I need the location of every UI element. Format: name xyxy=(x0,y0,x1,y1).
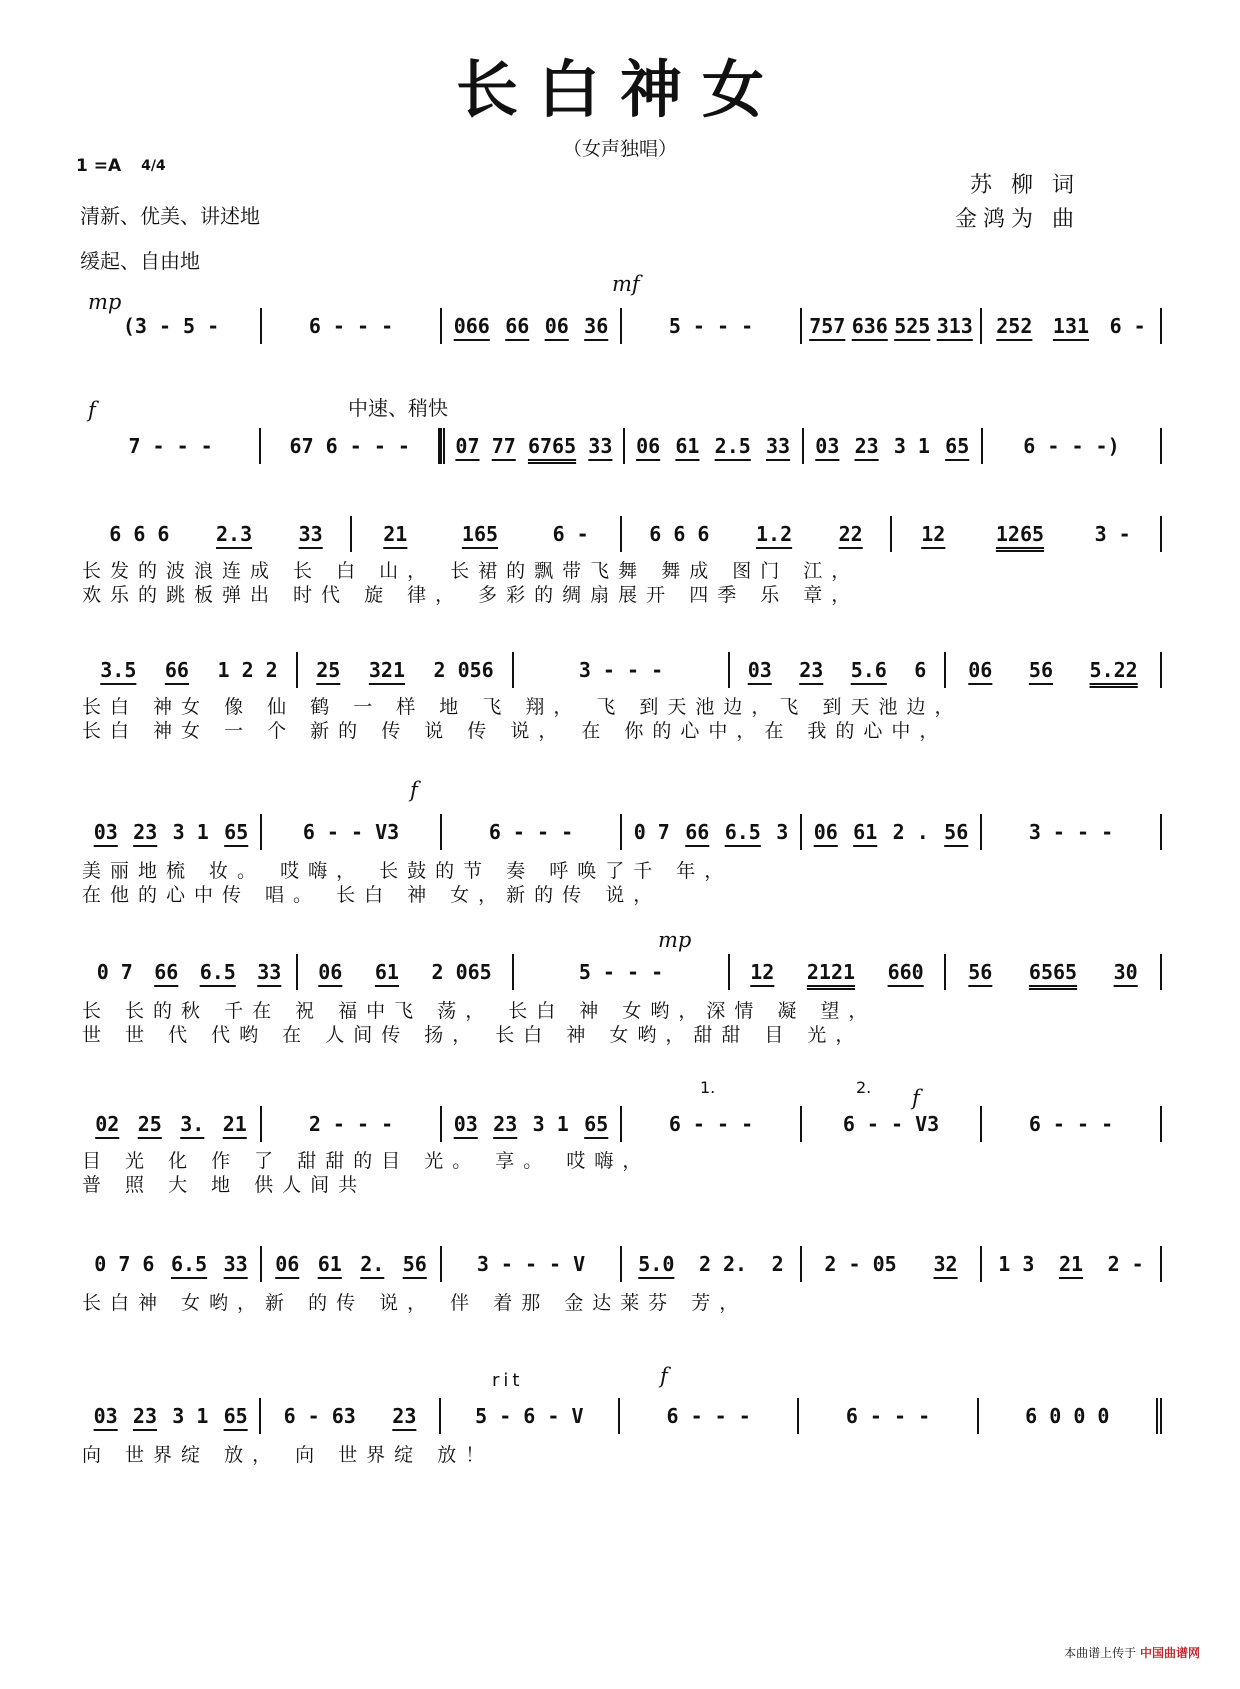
dynamic-mp-2: mp xyxy=(658,928,692,952)
measure xyxy=(983,428,1162,464)
measure xyxy=(82,814,262,850)
note-group: 6 - - V3 xyxy=(842,1112,940,1136)
note-group: 2. xyxy=(360,1252,385,1276)
measure xyxy=(979,1398,1162,1434)
measure xyxy=(261,1398,440,1434)
note-group: 6 - 63 xyxy=(283,1404,356,1428)
note-group: 2.3 xyxy=(215,522,253,546)
lyric-line: 长 长的秋 千在 祝 福中飞 荡， 长白 神 女哟，深情 凝 望， xyxy=(82,1000,877,1022)
note-group: 5 - - - xyxy=(668,314,754,338)
measure xyxy=(730,652,946,688)
note-group: 03 xyxy=(93,1404,118,1428)
system-5 xyxy=(82,814,1162,850)
measure xyxy=(82,428,261,464)
dynamic-mf: mf xyxy=(612,272,640,296)
note-group: 2 . xyxy=(892,820,929,844)
footer-text: 本曲谱上传于 xyxy=(1064,1646,1137,1660)
measure xyxy=(442,1246,622,1282)
note-group: 25 xyxy=(316,658,341,682)
system-8 xyxy=(82,1246,1162,1282)
note-group: 0 7 6 xyxy=(94,1252,155,1276)
key-signature xyxy=(76,156,166,176)
note-group: 21 xyxy=(1058,1252,1084,1276)
note-group: 6 - - - xyxy=(845,1404,931,1428)
lyricist-credit: 苏 柳 词 xyxy=(970,173,1080,198)
expression-mark: 清新、优美、讲述地 xyxy=(80,204,260,228)
measure xyxy=(352,516,622,552)
note-group: 06 xyxy=(968,658,993,682)
note-group: 636 xyxy=(851,314,888,338)
note-group: 06 xyxy=(544,314,569,338)
note-group: 61 xyxy=(374,960,399,984)
note-group: 321 xyxy=(368,658,405,682)
measure xyxy=(442,308,622,344)
note-group: 65 xyxy=(584,1112,609,1136)
measure xyxy=(82,1106,262,1142)
note-group: 6.5 xyxy=(199,960,236,984)
measure xyxy=(625,428,804,464)
dynamic-mp: mp xyxy=(88,290,122,314)
system-2 xyxy=(82,428,1162,464)
lyric-line: 长白 神女 像 仙 鹤 一 样 地 飞 翔， 飞 到天池边，飞 到天池边， xyxy=(82,696,963,718)
measure xyxy=(440,428,624,464)
measure xyxy=(262,1106,442,1142)
dynamic-f-2: f xyxy=(410,778,418,802)
note-group: 2 - xyxy=(1107,1252,1144,1276)
measure xyxy=(802,1106,982,1142)
note-group: 06 xyxy=(275,1252,300,1276)
note-group: 6 - - - xyxy=(1028,1112,1114,1136)
measure xyxy=(982,308,1162,344)
measure xyxy=(261,428,440,464)
measure xyxy=(802,1246,982,1282)
note-group: 65 xyxy=(224,820,249,844)
note-group: 23 xyxy=(799,658,824,682)
note-group: 066 xyxy=(453,314,490,338)
note-group: 32 xyxy=(933,1252,958,1276)
measure xyxy=(622,516,892,552)
note-group: 1265 xyxy=(995,522,1045,546)
note-group: 6 - - - xyxy=(666,1404,751,1428)
note-group: 07 xyxy=(455,434,480,458)
note-group: 0 7 xyxy=(96,960,133,984)
note-group: 33 xyxy=(765,434,791,458)
note-group: 525 xyxy=(894,314,931,338)
lyric-line: 长白神 女哟，新 的传 说， 伴 着那 金达莱芬 芳， xyxy=(82,1292,748,1314)
measure xyxy=(514,954,730,990)
note-group: 61 xyxy=(853,820,878,844)
measure xyxy=(262,308,442,344)
measure xyxy=(802,308,982,344)
note-group: 3. xyxy=(180,1112,205,1136)
note-group: 131 xyxy=(1052,314,1090,338)
note-group: 23 xyxy=(133,820,158,844)
measure xyxy=(892,516,1162,552)
note-group: 23 xyxy=(493,1112,518,1136)
measure xyxy=(82,1246,262,1282)
intro-tempo-mark: 缓起、自由地 xyxy=(80,249,200,273)
note-group: 30 xyxy=(1113,960,1138,984)
note-group: 66 xyxy=(164,658,189,682)
note-group: 56 xyxy=(944,820,969,844)
measure xyxy=(982,1246,1162,1282)
note-group: 1 2 2 xyxy=(217,658,278,682)
note-group: 2 2. xyxy=(698,1252,748,1276)
note-group: 33 xyxy=(257,960,282,984)
note-group: 6.5 xyxy=(724,820,761,844)
note-group: 56 xyxy=(1028,658,1053,682)
note-group: 23 xyxy=(392,1404,417,1428)
note-group: 33 xyxy=(588,434,613,458)
note-group: 6 xyxy=(914,658,927,682)
note-group: 3 1 xyxy=(532,1112,569,1136)
system-6 xyxy=(82,954,1162,990)
system-1 xyxy=(82,308,1162,344)
composer-credit: 金鸿为 曲 xyxy=(955,207,1080,232)
note-group: 3.5 xyxy=(100,658,137,682)
note-group: 61 xyxy=(317,1252,342,1276)
measure xyxy=(298,652,514,688)
note-group: 6 - - - xyxy=(668,1112,754,1136)
key-text: 1 =A xyxy=(76,156,122,176)
note-group: 2 065 xyxy=(431,960,492,984)
measure xyxy=(298,954,514,990)
note-group: 1.2 xyxy=(755,522,793,546)
note-group: 21 xyxy=(383,522,408,546)
note-group: 33 xyxy=(223,1252,248,1276)
lyric-line: 世 世 代 代哟 在 人间传 扬， 长白 神 女哟，甜甜 目 光， xyxy=(82,1024,864,1046)
note-group: 21 xyxy=(222,1112,247,1136)
system-9 xyxy=(82,1398,1162,1434)
note-group: 2 - 05 xyxy=(824,1252,897,1276)
note-group: 2121 xyxy=(806,960,856,984)
note-group: 12 xyxy=(921,522,946,546)
note-group: 3 1 xyxy=(172,1404,209,1428)
measure xyxy=(730,954,946,990)
note-group: 66 xyxy=(505,314,530,338)
footer-site-logo: 中国曲谱网 xyxy=(1139,1646,1200,1660)
measure xyxy=(620,1398,799,1434)
volta-second: 2. xyxy=(856,1078,872,1097)
note-group: 3 1 xyxy=(172,820,209,844)
rit-mark: rit xyxy=(492,1370,524,1391)
measure xyxy=(82,516,352,552)
dynamic-f-1: f xyxy=(88,398,96,422)
note-group: 77 xyxy=(491,434,516,458)
note-group: 165 xyxy=(461,522,499,546)
note-group: 56 xyxy=(402,1252,427,1276)
note-group: 2 xyxy=(771,1252,784,1276)
volta-first: 1. xyxy=(700,1078,716,1097)
note-group: 65 xyxy=(945,434,970,458)
note-group: 06 xyxy=(813,820,838,844)
note-group: 22 xyxy=(838,522,863,546)
note-group: 03 xyxy=(815,434,840,458)
measure xyxy=(622,1246,802,1282)
tempo-mark: 中速、稍快 xyxy=(348,396,448,420)
note-group: 2.5 xyxy=(714,434,751,458)
note-group: 65 xyxy=(223,1404,248,1428)
measure xyxy=(802,814,982,850)
system-4 xyxy=(82,652,1162,688)
system-3 xyxy=(82,516,1162,552)
note-group: 67 6 - - - xyxy=(289,434,410,458)
note-group: 66 xyxy=(154,960,179,984)
measure xyxy=(622,308,802,344)
note-group: 02 xyxy=(95,1112,120,1136)
note-group: 7 - - - xyxy=(128,434,213,458)
dynamic-f-4: f xyxy=(660,1364,668,1388)
note-group: 2 056 xyxy=(433,658,494,682)
note-group: 6 - xyxy=(552,522,589,546)
dynamic-f-3: f xyxy=(912,1086,920,1110)
lyric-line: 目 光 化 作 了 甜甜的目 光。 享。 哎嗨， xyxy=(82,1150,651,1172)
note-group: 3 - - - xyxy=(1028,820,1114,844)
note-group: 0 7 xyxy=(633,820,670,844)
measure xyxy=(982,814,1162,850)
note-group: 3 - - - xyxy=(578,658,664,682)
measure xyxy=(946,954,1162,990)
note-group: 6 6 6 xyxy=(649,522,710,546)
time-signature: 4/4 xyxy=(141,158,166,174)
lyric-line: 欢乐的跳板弹出 时代 旋 律， 多彩的绸扇展开 四季 乐 章， xyxy=(82,584,860,606)
lyric-line: 美丽地梳 妆。 哎嗨， 长鼓的节 奏 呼唤了千 年， xyxy=(82,860,733,882)
measure xyxy=(622,1106,802,1142)
measure xyxy=(82,954,298,990)
measure xyxy=(82,652,298,688)
note-group: 6 6 6 xyxy=(109,522,170,546)
song-title: 长白神女 xyxy=(455,53,784,126)
note-group: 12 xyxy=(750,960,775,984)
measure xyxy=(622,814,802,850)
note-group: 660 xyxy=(887,960,924,984)
measure xyxy=(82,1398,261,1434)
note-group: 61 xyxy=(675,434,700,458)
note-group: 6 - - - xyxy=(308,314,394,338)
note-group: 25 xyxy=(137,1112,162,1136)
song-subtitle: （女声独唱） xyxy=(562,138,677,160)
lyric-line: 长发的波浪连成 长 白 山， 长裙的飘带飞舞 舞成 图门 江， xyxy=(82,560,860,582)
note-group: 6 0 0 0 xyxy=(1025,1404,1110,1428)
note-group: 6 - xyxy=(1109,314,1146,338)
note-group: 5 - 6 - V xyxy=(475,1404,584,1428)
note-group: 252 xyxy=(996,314,1033,338)
note-group: 757 xyxy=(809,314,846,338)
lyric-line: 向 世界绽 放， 向 世界绽 放！ xyxy=(82,1444,494,1466)
note-group: 3 xyxy=(776,820,789,844)
note-group: 2 - - - xyxy=(308,1112,394,1136)
measure xyxy=(514,652,730,688)
note-group: 313 xyxy=(936,314,973,338)
note-group: 6565 xyxy=(1028,960,1078,984)
measure xyxy=(262,1246,442,1282)
note-group: 3 - - - V xyxy=(476,1252,586,1276)
note-group: 23 xyxy=(132,1404,158,1428)
note-group: 03 xyxy=(93,820,118,844)
note-group: 5 - - - xyxy=(578,960,664,984)
note-group: 33 xyxy=(298,522,323,546)
measure xyxy=(799,1398,978,1434)
note-group: 3 - xyxy=(1094,522,1131,546)
note-group: 5.6 xyxy=(850,658,887,682)
lyric-line: 在他的心中传 唱。 长白 神 女，新的传 说， xyxy=(82,884,662,906)
measure xyxy=(82,308,262,344)
footer xyxy=(1064,1644,1200,1661)
note-group: 06 xyxy=(318,960,343,984)
note-group: 6 - - -) xyxy=(1023,434,1120,458)
measure xyxy=(442,1106,622,1142)
note-group: 03 xyxy=(453,1112,478,1136)
measure xyxy=(262,814,442,850)
note-group: 23 xyxy=(854,434,879,458)
note-group: (3 - 5 - xyxy=(122,314,220,338)
measure xyxy=(442,814,622,850)
note-group: 5.22 xyxy=(1089,658,1138,682)
note-group: 6 - - - xyxy=(488,820,574,844)
note-group: 1 3 xyxy=(998,1252,1035,1276)
system-7 xyxy=(82,1106,1162,1142)
note-group: 6.5 xyxy=(170,1252,208,1276)
measure xyxy=(946,652,1162,688)
measure xyxy=(441,1398,620,1434)
note-group: 36 xyxy=(584,314,609,338)
lyric-line: 长白 神女 一 个 新的 传 说 传 说， 在 你的心中，在 我的心中， xyxy=(82,720,948,742)
note-group: 06 xyxy=(636,434,661,458)
note-group: 03 xyxy=(747,658,772,682)
note-group: 6 - - V3 xyxy=(302,820,400,844)
note-group: 5.0 xyxy=(638,1252,675,1276)
note-group: 6765 xyxy=(527,434,577,458)
note-group: 56 xyxy=(968,960,993,984)
note-group: 3 1 xyxy=(893,434,930,458)
note-group: 66 xyxy=(685,820,710,844)
lyric-line: 普 照 大 地 供人间共 xyxy=(82,1174,367,1196)
measure xyxy=(982,1106,1162,1142)
measure xyxy=(804,428,983,464)
